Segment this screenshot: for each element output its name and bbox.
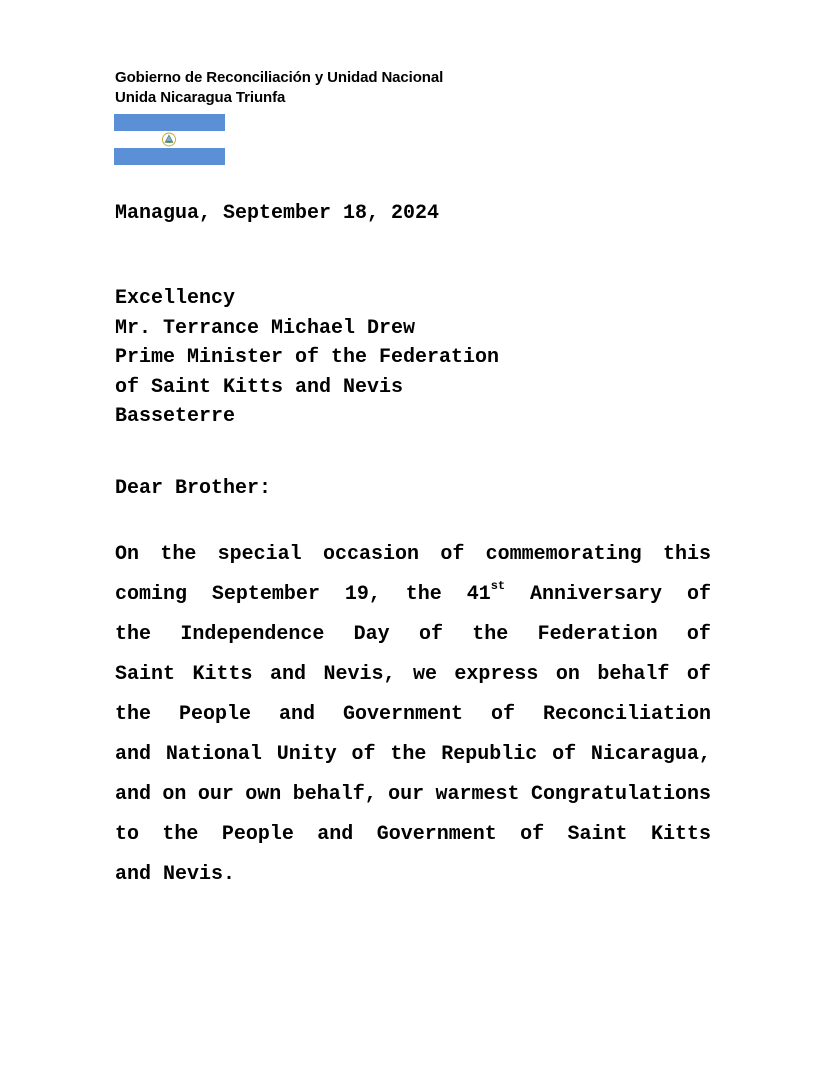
body-word: occasion: [322, 543, 419, 566]
body-word: of: [520, 823, 545, 846]
addressee-line: Basseterre: [115, 405, 236, 428]
body-word: Congratulations: [530, 783, 711, 806]
body-line: [115, 620, 711, 660]
body-word: Kitts: [192, 663, 253, 686]
salutation: Dear Brother:: [115, 477, 272, 500]
coat-of-arms-icon: [160, 132, 178, 147]
body-word: on: [162, 783, 187, 806]
addressee-line: Mr. Terrance Michael Drew: [115, 316, 416, 340]
body-word: Government: [342, 703, 463, 726]
body-word: 41: [466, 583, 491, 606]
body-word: Federation: [537, 623, 658, 646]
body-word: the: [472, 623, 509, 646]
body-word: express: [454, 663, 539, 686]
body-word: the: [160, 543, 197, 566]
body-line: [115, 780, 711, 820]
body-word: Saint: [567, 823, 628, 846]
body-word: 19,: [344, 583, 381, 606]
body-word: this: [662, 543, 711, 566]
body-word: People: [221, 823, 294, 846]
body-word: the: [162, 823, 199, 846]
body-word: of: [686, 663, 711, 686]
letterhead: [115, 68, 443, 108]
body-word: of: [440, 543, 465, 566]
body-word: the: [115, 623, 152, 646]
body-word: we: [412, 663, 437, 686]
body-word: behalf: [597, 663, 670, 686]
addressee-line: Excellency: [115, 287, 236, 310]
body-word: of: [351, 743, 376, 766]
body-word: of: [686, 623, 711, 646]
body-word: Reconciliation: [542, 703, 711, 726]
addressee-block: [115, 284, 499, 432]
body-line: [115, 820, 711, 860]
body-line: [115, 860, 711, 900]
flag-top-band: [114, 114, 225, 131]
body-word: own: [245, 783, 282, 806]
body-word: National: [165, 743, 262, 766]
body-word: and: [115, 783, 152, 806]
body-word: and: [115, 863, 152, 886]
body-word: the: [405, 583, 442, 606]
body-word: coming: [115, 583, 188, 606]
body-word: and: [269, 663, 306, 686]
body-word: of: [418, 623, 443, 646]
body-word: People: [178, 703, 251, 726]
body-word: and: [115, 743, 152, 766]
body-line: [115, 540, 711, 580]
body-word: September: [211, 583, 320, 606]
body-word: warmest: [435, 783, 520, 806]
body-line: [115, 580, 711, 620]
body-word: Independence: [180, 623, 325, 646]
flag-middle-band: [114, 131, 225, 148]
body-line: [115, 740, 711, 780]
body-line: [115, 660, 711, 700]
body-word: Anniversary: [530, 583, 663, 606]
body-word: and: [278, 703, 315, 726]
body-word: Republic: [441, 743, 538, 766]
body-word: Day: [353, 623, 390, 646]
body-word: of: [490, 703, 515, 726]
body-word: On: [115, 543, 140, 566]
addressee-line: of Saint Kitts and Nevis: [115, 375, 404, 399]
letterhead-line-1: Gobierno de Reconciliación y Unidad Nacional: [115, 69, 444, 86]
body-word: Unity: [276, 743, 337, 766]
body-word-with-suffix: [467, 580, 505, 620]
letter-body: [115, 540, 711, 900]
body-word: Saint: [115, 663, 176, 686]
flag-bottom-band: [114, 148, 225, 165]
body-word: and: [317, 823, 354, 846]
body-word: of: [686, 583, 711, 606]
letterhead-line-2: Unida Nicaragua Triunfa: [115, 89, 286, 106]
letter-date: Managua, September 18, 2024: [115, 202, 440, 225]
body-word: to: [115, 823, 140, 846]
body-word: of: [552, 743, 577, 766]
body-word: special: [217, 543, 302, 566]
addressee-line: Prime Minister of the Federation: [115, 346, 500, 369]
body-word: commemorating: [485, 543, 642, 566]
body-word: Nevis.: [163, 863, 236, 886]
body-word: our: [197, 783, 234, 806]
body-word: our: [388, 783, 425, 806]
body-word: behalf,: [292, 783, 377, 806]
body-word: on: [555, 663, 580, 686]
body-word: Government: [376, 823, 497, 846]
body-word: Nevis,: [323, 663, 396, 686]
ordinal-suffix: st: [490, 579, 506, 594]
nicaragua-flag-icon: [114, 114, 225, 165]
body-word: Nicaragua,: [590, 743, 711, 766]
body-word: the: [390, 743, 427, 766]
body-word: the: [115, 703, 152, 726]
body-line: [115, 700, 711, 740]
body-word: Kitts: [650, 823, 711, 846]
